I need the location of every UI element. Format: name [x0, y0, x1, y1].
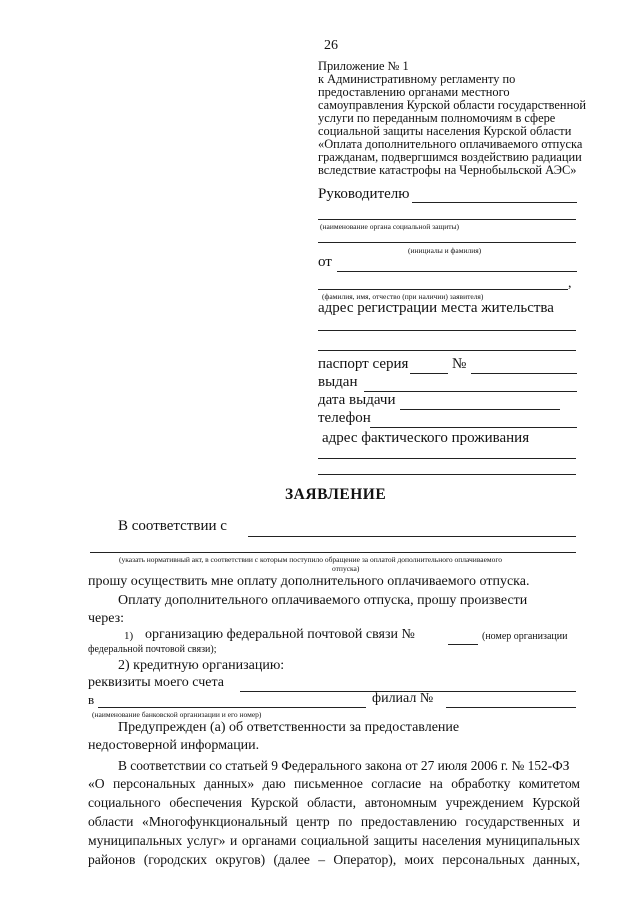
reg-address-line-2[interactable] — [318, 350, 576, 351]
from-label: от — [318, 254, 332, 270]
act-line-1[interactable] — [248, 536, 576, 537]
phone-line[interactable] — [370, 427, 577, 428]
consent-line: области «Многофункциональный центр по предоставлению государственных и — [88, 814, 580, 829]
appendix-line: гражданам, подвергшимся воздействию радиации — [318, 150, 582, 164]
from-line[interactable] — [337, 271, 577, 272]
passport-label: паспорт серия — [318, 356, 409, 372]
director-name-line[interactable] — [412, 202, 577, 203]
option1-hint-b: федеральной почтовой связи); — [88, 644, 217, 655]
reg-address-line-1[interactable] — [318, 330, 576, 331]
consent-line: муниципальных услуг» и органами социальной защиты населения муниципальных — [88, 833, 580, 848]
option1-text: организацию федеральной почтовой связи № — [145, 627, 415, 642]
option1-number: 1) — [124, 630, 134, 642]
option2-text: 2) кредитную организацию: — [118, 658, 285, 673]
appendix-line: Приложение № 1 — [318, 59, 409, 73]
appendix-line: услуги по переданным полномочиям в сфере — [318, 111, 556, 125]
appendix-line: самоуправления Курской области государственной — [318, 98, 587, 112]
consent-line: социального обеспечения Курской области, автономным учреждением Курской — [88, 795, 580, 810]
issue-date-label: дата выдачи — [318, 392, 396, 408]
bank-name-line[interactable] — [98, 707, 366, 708]
act-hint-line2: отпуска) — [332, 564, 360, 573]
accordance-label: В соответствии с — [118, 518, 227, 534]
fio-hint: (фамилия, имя, отчество (при наличии) заявителя) — [322, 292, 484, 301]
actual-address-line-1[interactable] — [318, 458, 576, 459]
appendix-line: вследствие катастрофы на Чернобыльской АЭС» — [318, 163, 577, 177]
option1-hint-a: (номер организации — [482, 631, 568, 642]
consent-line: «О персональных данных» даю письменное согласие на обработку комитетом — [88, 776, 580, 791]
branch-label: филиал № — [372, 691, 434, 706]
issue-date-line[interactable] — [400, 409, 560, 410]
initials-hint: (инициалы и фамилия) — [408, 246, 482, 255]
initials-line[interactable] — [318, 242, 576, 243]
organ-line[interactable] — [318, 219, 576, 220]
pay-through-line1: Оплату дополнительного оплачиваемого отпуска, прошу произвести — [118, 593, 528, 608]
appendix-line: социальной защиты населения Курской области — [318, 124, 572, 138]
organ-hint: (наименование органа социальной защиты) — [320, 222, 460, 231]
warning-line1: Предупрежден (а) об ответственности за предоставление — [118, 720, 460, 735]
act-line-2[interactable] — [90, 552, 576, 553]
to-label: Руководителю — [318, 186, 410, 202]
actual-address-label: адрес фактического проживания — [322, 430, 530, 446]
actual-address-line-2[interactable] — [318, 474, 576, 475]
issued-label: выдан — [318, 374, 358, 390]
warning-line2: недостоверной информации. — [88, 738, 260, 753]
consent-line: В соответствии со статьей 9 Федерального закона от 27 июля 2006 г. № 152-ФЗ — [118, 758, 570, 773]
account-label: реквизиты моего счета — [88, 675, 224, 690]
passport-series-line[interactable] — [410, 373, 448, 374]
number-sign: № — [452, 356, 467, 372]
bank-hint: (наименование банковской организации и его номер) — [92, 710, 262, 719]
comma: , — [568, 276, 572, 291]
post-office-number-line[interactable] — [448, 644, 478, 645]
pay-through-line2: через: — [88, 611, 125, 626]
consent-line: районов (городских округов) (далее – Оператор), моих персональных данных, — [88, 852, 580, 867]
request-text: прошу осуществить мне оплату дополнительного оплачиваемого отпуска. — [88, 574, 530, 589]
in-label: в — [88, 692, 95, 707]
phone-label: телефон — [318, 410, 371, 426]
page-number: 26 — [324, 38, 338, 53]
document-title: ЗАЯВЛЕНИЕ — [285, 486, 387, 503]
branch-number-line[interactable] — [446, 707, 576, 708]
act-hint-line1: (указать нормативный акт, в соответствии с которым поступило обращение за оплатой дополнительного оплачиваемого — [119, 555, 503, 564]
passport-number-line[interactable] — [471, 373, 577, 374]
appendix-line: предоставлению органами местного — [318, 85, 510, 99]
reg-address-label: адрес регистрации места жительства — [318, 300, 554, 316]
appendix-line: к Административному регламенту по — [318, 72, 516, 86]
appendix-line: «Оплата дополнительного оплачиваемого отпуска — [318, 137, 583, 151]
fio-line[interactable] — [318, 289, 568, 290]
issued-line[interactable] — [364, 391, 577, 392]
